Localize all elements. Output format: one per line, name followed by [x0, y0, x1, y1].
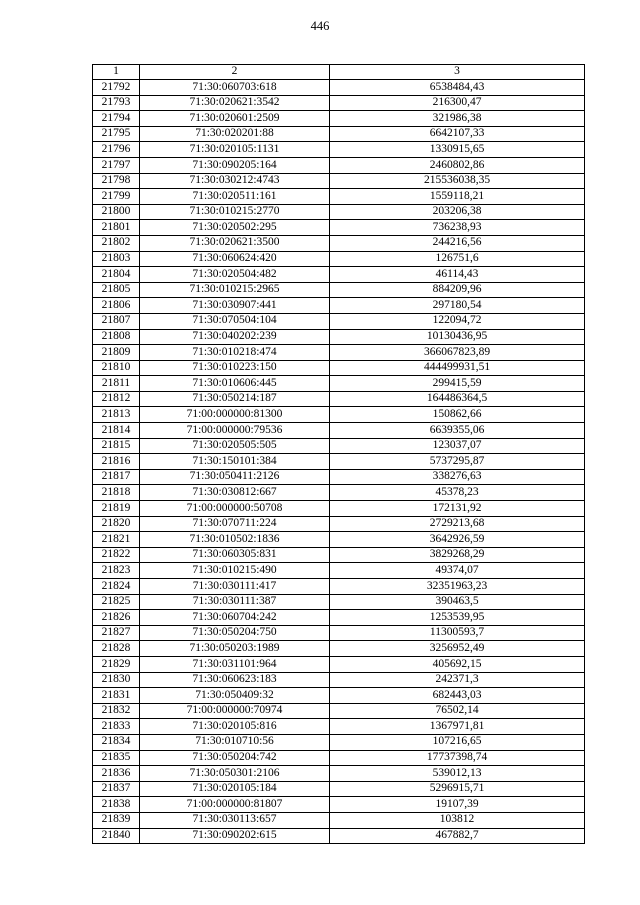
row-number-cell: 21798 [93, 173, 140, 189]
cadastral-number-cell: 71:30:050214:187 [140, 391, 330, 407]
cadastral-value-cell: 338276,63 [330, 469, 585, 485]
table-row [93, 204, 585, 220]
cadastral-value-cell: 2729213,68 [330, 516, 585, 532]
row-number-cell: 21826 [93, 610, 140, 626]
cadastral-number-cell: 71:30:070711:224 [140, 516, 330, 532]
row-number-cell: 21832 [93, 703, 140, 719]
cadastral-value-cell: 203206,38 [330, 204, 585, 220]
table-row [93, 391, 585, 407]
table-row [93, 438, 585, 454]
cadastral-value-cell: 884209,96 [330, 282, 585, 298]
cadastral-number-cell: 71:30:020511:161 [140, 189, 330, 205]
cadastral-value-cell: 5737295,87 [330, 454, 585, 470]
cadastral-number-cell: 71:30:030907:441 [140, 298, 330, 314]
row-number-cell: 21838 [93, 797, 140, 813]
table-row [93, 298, 585, 314]
table-row [93, 329, 585, 345]
row-number-cell: 21813 [93, 407, 140, 423]
table-row [93, 766, 585, 782]
row-number-cell: 21796 [93, 142, 140, 158]
row-number-cell: 21818 [93, 485, 140, 501]
cadastral-value-cell: 366067823,89 [330, 345, 585, 361]
cadastral-value-cell: 164486364,5 [330, 391, 585, 407]
table-row [93, 376, 585, 392]
cadastral-value-cell: 1559118,21 [330, 189, 585, 205]
row-number-cell: 21814 [93, 423, 140, 439]
cadastral-value-cell: 103812 [330, 812, 585, 828]
cadastral-value-cell: 6538484,43 [330, 80, 585, 96]
cadastral-number-cell: 71:30:050203:1989 [140, 641, 330, 657]
cadastral-number-cell: 71:30:020502:295 [140, 220, 330, 236]
row-number-cell: 21800 [93, 204, 140, 220]
cadastral-number-cell: 71:30:060703:618 [140, 80, 330, 96]
cadastral-value-cell: 682443,03 [330, 688, 585, 704]
cadastral-value-cell: 6642107,33 [330, 126, 585, 142]
cadastral-number-cell: 71:30:150101:384 [140, 454, 330, 470]
cadastral-number-cell: 71:30:010215:490 [140, 563, 330, 579]
cadastral-number-cell: 71:00:000000:70974 [140, 703, 330, 719]
cadastral-value-cell: 299415,59 [330, 376, 585, 392]
cadastral-value-cell: 3642926,59 [330, 532, 585, 548]
cadastral-number-cell: 71:30:020201:88 [140, 126, 330, 142]
cadastral-number-cell: 71:30:010215:2770 [140, 204, 330, 220]
table-row [93, 625, 585, 641]
cadastral-value-table [92, 64, 585, 844]
cadastral-value-cell: 150862,66 [330, 407, 585, 423]
table-row [93, 516, 585, 532]
cadastral-number-cell: 71:30:050204:742 [140, 750, 330, 766]
cadastral-number-cell: 71:30:010223:150 [140, 360, 330, 376]
row-number-cell: 21817 [93, 469, 140, 485]
table-row [93, 781, 585, 797]
table-row [93, 641, 585, 657]
row-number-cell: 21825 [93, 594, 140, 610]
cadastral-number-cell: 71:30:060624:420 [140, 251, 330, 267]
cadastral-value-cell: 444499931,51 [330, 360, 585, 376]
cadastral-number-cell: 71:30:070504:104 [140, 313, 330, 329]
row-number-cell: 21821 [93, 532, 140, 548]
table-row [93, 672, 585, 688]
table-row [93, 610, 585, 626]
row-number-cell: 21836 [93, 766, 140, 782]
cadastral-number-cell: 71:30:020621:3542 [140, 95, 330, 111]
cadastral-value-cell: 1367971,81 [330, 719, 585, 735]
cadastral-value-cell: 123037,07 [330, 438, 585, 454]
column-header-3: 3 [330, 65, 585, 80]
row-number-cell: 21792 [93, 80, 140, 96]
cadastral-value-cell: 467882,7 [330, 828, 585, 844]
cadastral-value-cell: 46114,43 [330, 267, 585, 283]
cadastral-value-cell: 122094,72 [330, 313, 585, 329]
cadastral-number-cell: 71:00:000000:81300 [140, 407, 330, 423]
row-number-cell: 21823 [93, 563, 140, 579]
table-row [93, 251, 585, 267]
cadastral-number-cell: 71:00:000000:81807 [140, 797, 330, 813]
row-number-cell: 21799 [93, 189, 140, 205]
cadastral-value-cell: 539012,13 [330, 766, 585, 782]
cadastral-number-cell: 71:30:010502:1836 [140, 532, 330, 548]
cadastral-value-cell: 19107,39 [330, 797, 585, 813]
cadastral-number-cell: 71:30:050411:2126 [140, 469, 330, 485]
cadastral-value-cell: 3829268,29 [330, 547, 585, 563]
table-row [93, 157, 585, 173]
table-row [93, 750, 585, 766]
cadastral-value-cell: 49374,07 [330, 563, 585, 579]
cadastral-number-cell: 71:30:030212:4743 [140, 173, 330, 189]
table-row [93, 345, 585, 361]
table-row [93, 719, 585, 735]
cadastral-value-cell: 17737398,74 [330, 750, 585, 766]
table-header-row [93, 65, 585, 80]
cadastral-number-cell: 71:30:060305:831 [140, 547, 330, 563]
row-number-cell: 21810 [93, 360, 140, 376]
table-row [93, 734, 585, 750]
row-number-cell: 21839 [93, 812, 140, 828]
table-row [93, 360, 585, 376]
cadastral-number-cell: 71:30:020105:1131 [140, 142, 330, 158]
cadastral-value-cell: 215536038,35 [330, 173, 585, 189]
cadastral-number-cell: 71:30:050204:750 [140, 625, 330, 641]
table-row [93, 532, 585, 548]
cadastral-number-cell: 71:30:020105:816 [140, 719, 330, 735]
cadastral-number-cell: 71:30:020105:184 [140, 781, 330, 797]
cadastral-number-cell: 71:30:031101:964 [140, 656, 330, 672]
table-row [93, 423, 585, 439]
table-row [93, 220, 585, 236]
column-header-1: 1 [93, 65, 140, 80]
row-number-cell: 21805 [93, 282, 140, 298]
row-number-cell: 21828 [93, 641, 140, 657]
table-row [93, 469, 585, 485]
table-row [93, 812, 585, 828]
table-row [93, 407, 585, 423]
cadastral-value-cell: 321986,38 [330, 111, 585, 127]
row-number-cell: 21827 [93, 625, 140, 641]
cadastral-value-cell: 107216,65 [330, 734, 585, 750]
row-number-cell: 21831 [93, 688, 140, 704]
table-row [93, 501, 585, 517]
row-number-cell: 21816 [93, 454, 140, 470]
table-row [93, 485, 585, 501]
row-number-cell: 21822 [93, 547, 140, 563]
row-number-cell: 21829 [93, 656, 140, 672]
table-row [93, 80, 585, 96]
cadastral-value-cell: 405692,15 [330, 656, 585, 672]
cadastral-number-cell: 71:00:000000:50708 [140, 501, 330, 517]
cadastral-number-cell: 71:30:010710:56 [140, 734, 330, 750]
cadastral-number-cell: 71:30:060704:242 [140, 610, 330, 626]
cadastral-number-cell: 71:30:020505:505 [140, 438, 330, 454]
cadastral-number-cell: 71:30:010215:2965 [140, 282, 330, 298]
cadastral-number-cell: 71:30:040202:239 [140, 329, 330, 345]
table-body [93, 80, 585, 844]
row-number-cell: 21807 [93, 313, 140, 329]
row-number-cell: 21833 [93, 719, 140, 735]
cadastral-value-cell: 390463,5 [330, 594, 585, 610]
cadastral-number-cell: 71:30:020621:3500 [140, 235, 330, 251]
table-row [93, 282, 585, 298]
table-row [93, 267, 585, 283]
cadastral-value-cell: 244216,56 [330, 235, 585, 251]
row-number-cell: 21830 [93, 672, 140, 688]
cadastral-number-cell: 71:30:090202:615 [140, 828, 330, 844]
table-row [93, 454, 585, 470]
row-number-cell: 21837 [93, 781, 140, 797]
row-number-cell: 21803 [93, 251, 140, 267]
table-row [93, 563, 585, 579]
row-number-cell: 21819 [93, 501, 140, 517]
cadastral-value-cell: 32351963,23 [330, 579, 585, 595]
cadastral-number-cell: 71:30:030111:417 [140, 579, 330, 595]
table-row [93, 547, 585, 563]
table-row [93, 688, 585, 704]
table-row [93, 126, 585, 142]
cadastral-number-cell: 71:30:010606:445 [140, 376, 330, 392]
row-number-cell: 21815 [93, 438, 140, 454]
row-number-cell: 21797 [93, 157, 140, 173]
cadastral-value-cell: 11300593,7 [330, 625, 585, 641]
cadastral-number-cell: 71:30:030111:387 [140, 594, 330, 610]
row-number-cell: 21793 [93, 95, 140, 111]
cadastral-number-cell: 71:30:050301:2106 [140, 766, 330, 782]
cadastral-value-cell: 10130436,95 [330, 329, 585, 345]
row-number-cell: 21840 [93, 828, 140, 844]
row-number-cell: 21809 [93, 345, 140, 361]
row-number-cell: 21802 [93, 235, 140, 251]
row-number-cell: 21795 [93, 126, 140, 142]
table-row [93, 594, 585, 610]
table-row [93, 703, 585, 719]
cadastral-value-cell: 736238,93 [330, 220, 585, 236]
cadastral-value-cell: 3256952,49 [330, 641, 585, 657]
table-row [93, 235, 585, 251]
row-number-cell: 21794 [93, 111, 140, 127]
cadastral-value-cell: 1253539,95 [330, 610, 585, 626]
cadastral-value-cell: 6639355,06 [330, 423, 585, 439]
row-number-cell: 21801 [93, 220, 140, 236]
cadastral-value-cell: 45378,23 [330, 485, 585, 501]
cadastral-number-cell: 71:30:030113:657 [140, 812, 330, 828]
cadastral-number-cell: 71:30:020504:482 [140, 267, 330, 283]
cadastral-number-cell: 71:30:010218:474 [140, 345, 330, 361]
row-number-cell: 21811 [93, 376, 140, 392]
row-number-cell: 21835 [93, 750, 140, 766]
table-row [93, 173, 585, 189]
row-number-cell: 21824 [93, 579, 140, 595]
cadastral-number-cell: 71:30:050409:32 [140, 688, 330, 704]
cadastral-number-cell: 71:00:000000:79536 [140, 423, 330, 439]
row-number-cell: 21808 [93, 329, 140, 345]
table-row [93, 797, 585, 813]
cadastral-value-cell: 2460802,86 [330, 157, 585, 173]
page-number: 446 [310, 19, 330, 33]
cadastral-value-cell: 216300,47 [330, 95, 585, 111]
table-row [93, 656, 585, 672]
cadastral-value-cell: 1330915,65 [330, 142, 585, 158]
column-header-2: 2 [140, 65, 330, 80]
table-row [93, 828, 585, 844]
row-number-cell: 21834 [93, 734, 140, 750]
cadastral-value-cell: 76502,14 [330, 703, 585, 719]
cadastral-number-cell: 71:30:030812:667 [140, 485, 330, 501]
row-number-cell: 21804 [93, 267, 140, 283]
table-row [93, 111, 585, 127]
row-number-cell: 21812 [93, 391, 140, 407]
row-number-cell: 21820 [93, 516, 140, 532]
cadastral-number-cell: 71:30:060623:183 [140, 672, 330, 688]
cadastral-number-cell: 71:30:020601:2509 [140, 111, 330, 127]
cadastral-number-cell: 71:30:090205:164 [140, 157, 330, 173]
row-number-cell: 21806 [93, 298, 140, 314]
table-row [93, 142, 585, 158]
table-row [93, 95, 585, 111]
cadastral-value-cell: 172131,92 [330, 501, 585, 517]
table-row [93, 313, 585, 329]
cadastral-value-cell: 242371,3 [330, 672, 585, 688]
cadastral-value-cell: 126751,6 [330, 251, 585, 267]
cadastral-value-cell: 5296915,71 [330, 781, 585, 797]
table-row [93, 189, 585, 205]
table-row [93, 579, 585, 595]
cadastral-value-cell: 297180,54 [330, 298, 585, 314]
